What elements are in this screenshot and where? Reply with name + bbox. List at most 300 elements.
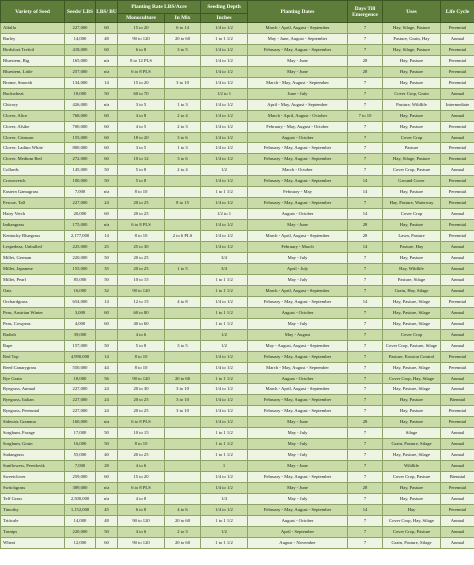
cell-variety: Clover, Alsike [1, 121, 65, 132]
cell-uses: Pasture, Silage [383, 274, 441, 285]
cell-variety: Birdsfoot Trefoil [1, 44, 65, 55]
cell-seeds-lbs: 227,000 [65, 384, 96, 395]
cell-lbs-bu: 24 [96, 406, 118, 417]
cell-life-cycle: Annual [441, 493, 474, 504]
table-row [1, 231, 474, 242]
cell-variety: Millet, German [1, 253, 65, 264]
cell-variety: Ryegrass, Italian [1, 395, 65, 406]
cell-planting-dates: May - July [248, 493, 348, 504]
cell-days-till-emergence: 28 [348, 220, 383, 231]
cell-days-till-emergence: 7 [348, 428, 383, 439]
header-variety: Variety of Seed [1, 1, 65, 23]
cell-days-till-emergence: 28 [348, 483, 383, 494]
cell-seeding-depth: 1/4 to 1/2 [201, 384, 248, 395]
table-header [1, 1, 474, 23]
cell-monoculture-rate: 4 to 8 [118, 493, 165, 504]
cell-lbs-bu: 48 [96, 33, 118, 44]
cell-seeding-depth: 1 to 1 1/2 [201, 33, 248, 44]
cell-uses: Pasture, Erosion Control [383, 351, 441, 362]
cell-seeding-depth: 1/4 to 1/2 [201, 55, 248, 66]
cell-planting-dates: March - April, August - October [248, 110, 348, 121]
cell-variety: Triticale [1, 515, 65, 526]
cell-monoculture-rate: 15 to 20 [118, 77, 165, 88]
cell-variety: Sorghum, Grain [1, 439, 65, 450]
cell-variety: Wheat [1, 537, 65, 548]
header-in-mix: In Mix [165, 14, 201, 23]
cell-in-mix-rate: 4 to 6 [165, 504, 201, 515]
cell-monoculture-rate: 10 to 15 [118, 274, 165, 285]
cell-seeds-lbs: 2,177,000 [65, 231, 96, 242]
table-row [1, 66, 474, 77]
cell-in-mix-rate: 4 to 8 [165, 296, 201, 307]
cell-lbs-bu: 40 [96, 450, 118, 461]
cell-seeding-depth: 1/4 to 1/2 [201, 362, 248, 373]
cell-seeding-depth: 1 [201, 461, 248, 472]
cell-monoculture-rate: 90 to 120 [118, 537, 165, 548]
cell-lbs-bu: n/a [96, 55, 118, 66]
cell-monoculture-rate: 4 to 6 [118, 329, 165, 340]
cell-seeds-lbs: 389,000 [65, 483, 96, 494]
cell-monoculture-rate: 5 to 8 [118, 176, 165, 187]
cell-in-mix-rate: 2 to 4 [165, 110, 201, 121]
cell-life-cycle: Annual [441, 428, 474, 439]
cell-seeds-lbs: 220,000 [65, 526, 96, 537]
cell-days-till-emergence: 7 [348, 88, 383, 99]
cell-uses: Grain, Pasture, Silage [383, 439, 441, 450]
cell-lbs-bu: 14 [96, 351, 118, 362]
cell-seeds-lbs: 426,000 [65, 99, 96, 110]
table-row [1, 55, 474, 66]
cell-life-cycle: Annual [441, 132, 474, 143]
cell-days-till-emergence: 14 [348, 187, 383, 198]
cell-uses: Hay, Pasture, Silage [383, 362, 441, 373]
cell-seeding-depth: 1/4 to 1/2 [201, 198, 248, 209]
cell-in-mix-rate: 6 to 14 [165, 23, 201, 34]
table-row [1, 121, 474, 132]
cell-days-till-emergence: 14 [348, 176, 383, 187]
cell-life-cycle: Annual [441, 450, 474, 461]
cell-seeding-depth: 1/4 to 1/2 [201, 395, 248, 406]
cell-variety: Clover, Alice [1, 110, 65, 121]
table-row [1, 483, 474, 494]
cell-uses: Pasture [383, 143, 441, 154]
table-row [1, 417, 474, 428]
cell-monoculture-rate: 20 to 25 [118, 406, 165, 417]
cell-seeding-depth: 1/4 to 1/2 [201, 110, 248, 121]
cell-life-cycle: Perennial [441, 44, 474, 55]
cell-life-cycle: Perennial [441, 55, 474, 66]
cell-monoculture-rate: 3 to 5 [118, 143, 165, 154]
cell-variety: Clover, Medium Red [1, 154, 65, 165]
cell-in-mix-rate: 3 to 10 [165, 77, 201, 88]
cell-uses: Hay, Pasture [383, 493, 441, 504]
cell-seeding-depth: 1 to 1 1/2 [201, 439, 248, 450]
cell-planting-dates: February - May, August - September [248, 198, 348, 209]
cell-seeds-lbs: 550,000 [65, 362, 96, 373]
cell-planting-dates: March - April, August - September [248, 23, 348, 34]
cell-seeds-lbs: 768,000 [65, 110, 96, 121]
cell-lbs-bu: 32 [96, 285, 118, 296]
cell-uses: Hay, Pasture, Silage [383, 296, 441, 307]
cell-days-till-emergence: 7 [348, 340, 383, 351]
table-row [1, 428, 474, 439]
cell-seeds-lbs: 155,000 [65, 132, 96, 143]
cell-seeds-lbs: 12,000 [65, 537, 96, 548]
cell-days-till-emergence: 14 [348, 504, 383, 515]
cell-uses: Silage [383, 428, 441, 439]
cell-life-cycle: Annual [441, 461, 474, 472]
cell-lbs-bu: 60 [96, 154, 118, 165]
cell-variety: Reed Canarygrass [1, 362, 65, 373]
cell-variety: Red Top [1, 351, 65, 362]
cell-planting-dates: May - July [248, 318, 348, 329]
cell-life-cycle: Annual [441, 384, 474, 395]
cell-in-mix-rate [165, 209, 201, 220]
cell-uses: Cover Crop, Pasture [383, 165, 441, 176]
cell-seeding-depth: 1/4 to 1/2 [201, 66, 248, 77]
cell-lbs-bu: 60 [96, 132, 118, 143]
table-row [1, 44, 474, 55]
cell-lbs-bu: n/a [96, 99, 118, 110]
cell-in-mix-rate [165, 55, 201, 66]
cell-days-till-emergence: 7 [348, 23, 383, 34]
table-row [1, 110, 474, 121]
cell-seeds-lbs: 160,000 [65, 417, 96, 428]
cell-days-till-emergence: 28 [348, 231, 383, 242]
cell-in-mix-rate [165, 220, 201, 231]
cell-life-cycle: Perennial [441, 121, 474, 132]
cell-days-till-emergence: 7 [348, 99, 383, 110]
cell-uses: Cover Crop, Hay, Silage [383, 373, 441, 384]
cell-in-mix-rate: 3 to 6 [165, 154, 201, 165]
cell-variety: Indiangrass [1, 220, 65, 231]
cell-planting-dates: May - June [248, 461, 348, 472]
cell-days-till-emergence: 7 [348, 461, 383, 472]
cell-seeds-lbs: 18,000 [65, 373, 96, 384]
cell-in-mix-rate [165, 329, 201, 340]
cell-lbs-bu: 56 [96, 373, 118, 384]
cell-life-cycle: Perennial [441, 187, 474, 198]
cell-monoculture-rate: 18 to 20 [118, 132, 165, 143]
cell-lbs-bu: 60 [96, 44, 118, 55]
cell-monoculture-rate: 15 to 20 [118, 472, 165, 483]
cell-days-till-emergence: 7 [348, 285, 383, 296]
cell-life-cycle: Annual [441, 33, 474, 44]
cell-seeds-lbs: 654,000 [65, 296, 96, 307]
cell-uses: Hay, Pasture, Silage [383, 450, 441, 461]
cell-seeds-lbs: 55,000 [65, 450, 96, 461]
cell-in-mix-rate [165, 483, 201, 494]
cell-life-cycle: Biennial [441, 472, 474, 483]
cell-variety: Alfalfa [1, 23, 65, 34]
cell-uses: Cover Crop, Pasture [383, 526, 441, 537]
cell-life-cycle: Perennial [441, 296, 474, 307]
cell-variety: Timothy [1, 504, 65, 515]
cell-uses: Grain, Pasture, Silage [383, 537, 441, 548]
table-row [1, 187, 474, 198]
cell-life-cycle: Perennial [441, 154, 474, 165]
cell-days-till-emergence: 7 [348, 450, 383, 461]
cell-lbs-bu: 14 [96, 296, 118, 307]
table-row [1, 362, 474, 373]
cell-planting-dates: February - May, August - September [248, 406, 348, 417]
cell-monoculture-rate: 20 to 30 [118, 384, 165, 395]
cell-life-cycle: Annual [441, 373, 474, 384]
cell-days-till-emergence: 7 [348, 165, 383, 176]
table-row [1, 318, 474, 329]
cell-seeds-lbs: 155,000 [65, 263, 96, 274]
header-lbs-bu: LBS/ BU [96, 1, 118, 23]
cell-life-cycle: Perennial [441, 198, 474, 209]
cell-days-till-emergence: 7 [348, 132, 383, 143]
cell-life-cycle: Perennial [441, 143, 474, 154]
cell-in-mix-rate: 20 to 60 [165, 537, 201, 548]
table-row [1, 263, 474, 274]
cell-uses: Hay, Pasture, Silage [383, 318, 441, 329]
cell-variety: Clover, Crimson [1, 132, 65, 143]
table-row [1, 351, 474, 362]
cell-in-mix-rate: 3 to 10 [165, 384, 201, 395]
cell-uses: Lawn, Pasture [383, 231, 441, 242]
cell-days-till-emergence: 7 [348, 253, 383, 264]
cell-life-cycle: Annual [441, 537, 474, 548]
cell-monoculture-rate: 8 to 10 [118, 439, 165, 450]
cell-uses: Hay, Pasture [383, 406, 441, 417]
table-row [1, 340, 474, 351]
cell-seeds-lbs: 39,000 [65, 329, 96, 340]
cell-days-till-emergence: 7 [348, 373, 383, 384]
cell-variety: Orchardgrass [1, 296, 65, 307]
table-row [1, 329, 474, 340]
table-row [1, 77, 474, 88]
cell-monoculture-rate: 20 to 25 [118, 263, 165, 274]
cell-days-till-emergence: 28 [348, 55, 383, 66]
cell-in-mix-rate: 2 to 4 [165, 165, 201, 176]
cell-planting-dates: May - July [248, 439, 348, 450]
cell-planting-dates: February - May, August - September [248, 143, 348, 154]
cell-uses: Wildlife [383, 461, 441, 472]
cell-days-till-emergence: 7 [348, 318, 383, 329]
table-row [1, 33, 474, 44]
cell-lbs-bu: 35 [96, 263, 118, 274]
table-row [1, 515, 474, 526]
cell-days-till-emergence: 7 [348, 493, 383, 504]
header-days-till-emergence: Days Till Emergence [348, 1, 383, 23]
cell-variety: Chicory [1, 99, 65, 110]
cell-uses: Cover Crop, Hay, Silage [383, 515, 441, 526]
cell-variety: Ryegrass, Annual [1, 384, 65, 395]
cell-seeding-depth: 1 to 1 1/2 [201, 318, 248, 329]
cell-seeding-depth: 1/2 [201, 165, 248, 176]
cell-uses: Hay, Pasture [383, 187, 441, 198]
cell-variety: Bluestem, Big [1, 55, 65, 66]
table-row [1, 504, 474, 515]
cell-in-mix-rate: 20 to 60 [165, 33, 201, 44]
cell-variety: Teff Grass [1, 493, 65, 504]
cell-seeding-depth: 1 to 1 1/2 [201, 373, 248, 384]
cell-seeds-lbs: 257,000 [65, 66, 96, 77]
cell-monoculture-rate: 20 to 25 [118, 253, 165, 264]
header-life-cycle: Life Cycle [441, 1, 474, 23]
cell-in-mix-rate: 2 to 3 [165, 121, 201, 132]
cell-seeds-lbs: 4,000 [65, 318, 96, 329]
cell-days-till-emergence: 7 [348, 198, 383, 209]
cell-seeding-depth: 1/2 to 1 [201, 88, 248, 99]
cell-lbs-bu: n/a [96, 187, 118, 198]
cell-seeds-lbs: 20,000 [65, 209, 96, 220]
table-row [1, 307, 474, 318]
cell-monoculture-rate: 5 to 8 [118, 165, 165, 176]
cell-in-mix-rate: 2 to 6 PLS [165, 231, 201, 242]
cell-lbs-bu: n/a [96, 493, 118, 504]
cell-variety: Turnips [1, 526, 65, 537]
header-planting-rate: Planting Rate LBS/Acre [118, 1, 201, 14]
cell-seeds-lbs: 85,000 [65, 274, 96, 285]
cell-days-till-emergence: 7 to 10 [348, 110, 383, 121]
cell-seeds-lbs: 800,000 [65, 143, 96, 154]
cell-life-cycle: Perennial [441, 23, 474, 34]
cell-life-cycle: Annual [441, 307, 474, 318]
cell-life-cycle: Annual [441, 285, 474, 296]
header-monoculture: Monoculture [118, 14, 165, 23]
cell-planting-dates: March - April, August - September [248, 231, 348, 242]
cell-seeding-depth: 1 to 1 1/2 [201, 515, 248, 526]
cell-planting-dates: May - July [248, 450, 348, 461]
cell-seeds-lbs: 2,500,000 [65, 493, 96, 504]
cell-days-till-emergence: 7 [348, 33, 383, 44]
table-row [1, 296, 474, 307]
table-row [1, 450, 474, 461]
cell-seeds-lbs: 4,990,000 [65, 351, 96, 362]
cell-days-till-emergence: 7 [348, 329, 383, 340]
cell-seeds-lbs: 259,000 [65, 472, 96, 483]
cell-in-mix-rate [165, 428, 201, 439]
cell-in-mix-rate [165, 88, 201, 99]
cell-lbs-bu: 50 [96, 274, 118, 285]
cell-monoculture-rate: 8 to 10 [118, 187, 165, 198]
cell-variety: Radish [1, 329, 65, 340]
cell-lbs-bu: n/a [96, 220, 118, 231]
cell-variety: Ryegrass, Perennial [1, 406, 65, 417]
cell-life-cycle: Annual [441, 515, 474, 526]
cell-uses: Cover Crop [383, 132, 441, 143]
table-row [1, 493, 474, 504]
cell-in-mix-rate [165, 417, 201, 428]
cell-planting-dates: March - April, August - September [248, 384, 348, 395]
cell-lbs-bu: 50 [96, 340, 118, 351]
cell-lbs-bu: 14 [96, 77, 118, 88]
cell-seeding-depth: 1/2 [201, 329, 248, 340]
cell-variety: Peas, Cowpeas [1, 318, 65, 329]
cell-uses: Hay, Pasture [383, 483, 441, 494]
cell-uses: Cover Crop, Pasture, Silage [383, 340, 441, 351]
cell-seeds-lbs: 17,000 [65, 428, 96, 439]
cell-in-mix-rate [165, 176, 201, 187]
cell-variety: Fescue, Tall [1, 198, 65, 209]
cell-in-mix-rate: 3 to 6 [165, 132, 201, 143]
cell-seeds-lbs: 220,000 [65, 253, 96, 264]
cell-planting-dates: August - October [248, 515, 348, 526]
cell-uses: Cover Crop, Grain [383, 88, 441, 99]
cell-days-till-emergence: 7 [348, 121, 383, 132]
cell-days-till-emergence: 7 [348, 406, 383, 417]
cell-life-cycle: Annual [441, 110, 474, 121]
header-inches: Inches [201, 14, 248, 23]
cell-in-mix-rate: 1 to 3 [165, 99, 201, 110]
cell-variety: Sideoats Gramma [1, 417, 65, 428]
table-row [1, 176, 474, 187]
cell-monoculture-rate: 8 to 12 PLS [118, 55, 165, 66]
cell-planting-dates: May - June [248, 66, 348, 77]
cell-planting-dates: February - May, August - September [248, 176, 348, 187]
cell-seeding-depth: 1/4 to 1/2 [201, 406, 248, 417]
cell-variety: Sunflowers, Peredovik [1, 461, 65, 472]
cell-in-mix-rate [165, 66, 201, 77]
cell-variety: Sorghum, Forage [1, 428, 65, 439]
cell-monoculture-rate: 10 to 15 [118, 428, 165, 439]
cell-monoculture-rate: 90 to 120 [118, 515, 165, 526]
cell-uses: Hay, Pasture [383, 395, 441, 406]
cell-days-till-emergence: 7 [348, 77, 383, 88]
cell-planting-dates: May - June [248, 55, 348, 66]
cell-monoculture-rate: 60 to 70 [118, 88, 165, 99]
cell-in-mix-rate [165, 450, 201, 461]
table-row [1, 384, 474, 395]
cell-lbs-bu: n/a [96, 483, 118, 494]
cell-days-till-emergence: 7 [348, 472, 383, 483]
cell-lbs-bu: 60 [96, 110, 118, 121]
cell-in-mix-rate: 1 to 3 [165, 143, 201, 154]
cell-uses: Pasture, Wildlife [383, 99, 441, 110]
cell-seeding-depth: 1 to 1 1/2 [201, 537, 248, 548]
cell-variety: Millet, Pearl [1, 274, 65, 285]
cell-days-till-emergence: 14 [348, 209, 383, 220]
cell-seeds-lbs: 134,000 [65, 77, 96, 88]
cell-planting-dates: June - July [248, 88, 348, 99]
cell-lbs-bu: 50 [96, 88, 118, 99]
cell-life-cycle: Annual [441, 340, 474, 351]
cell-monoculture-rate: 4 to 5 [118, 121, 165, 132]
cell-seeding-depth: 1 to 1 1/2 [201, 274, 248, 285]
cell-seeding-depth: 3/4 [201, 253, 248, 264]
cell-uses: Cover Crop [383, 209, 441, 220]
cell-monoculture-rate: 3 to 5 [118, 99, 165, 110]
table-row [1, 439, 474, 450]
cell-monoculture-rate: 6 to 8 [118, 44, 165, 55]
table-row [1, 220, 474, 231]
cell-variety: Rape [1, 340, 65, 351]
cell-in-mix-rate [165, 187, 201, 198]
cell-variety: Rye Grain [1, 373, 65, 384]
cell-lbs-bu: 28 [96, 461, 118, 472]
cell-uses: Hay, Pasture [383, 77, 441, 88]
cell-monoculture-rate: 90 to 120 [118, 285, 165, 296]
cell-days-till-emergence: 7 [348, 384, 383, 395]
cell-in-mix-rate: 3 to 5 [165, 44, 201, 55]
table-body [1, 23, 474, 549]
cell-life-cycle: Annual [441, 329, 474, 340]
cell-uses: Ground Cover [383, 176, 441, 187]
cell-planting-dates: March - October [248, 165, 348, 176]
cell-lbs-bu: 60 [96, 209, 118, 220]
cell-planting-dates: February - May, August - September [248, 44, 348, 55]
cell-planting-dates: February - May, August - October [248, 121, 348, 132]
cell-uses: Hay, Pasture [383, 121, 441, 132]
cell-variety: Clover, Ladino White [1, 143, 65, 154]
cell-days-till-emergence: 7 [348, 274, 383, 285]
cell-seeds-lbs: 7,000 [65, 187, 96, 198]
cell-days-till-emergence: 7 [348, 143, 383, 154]
